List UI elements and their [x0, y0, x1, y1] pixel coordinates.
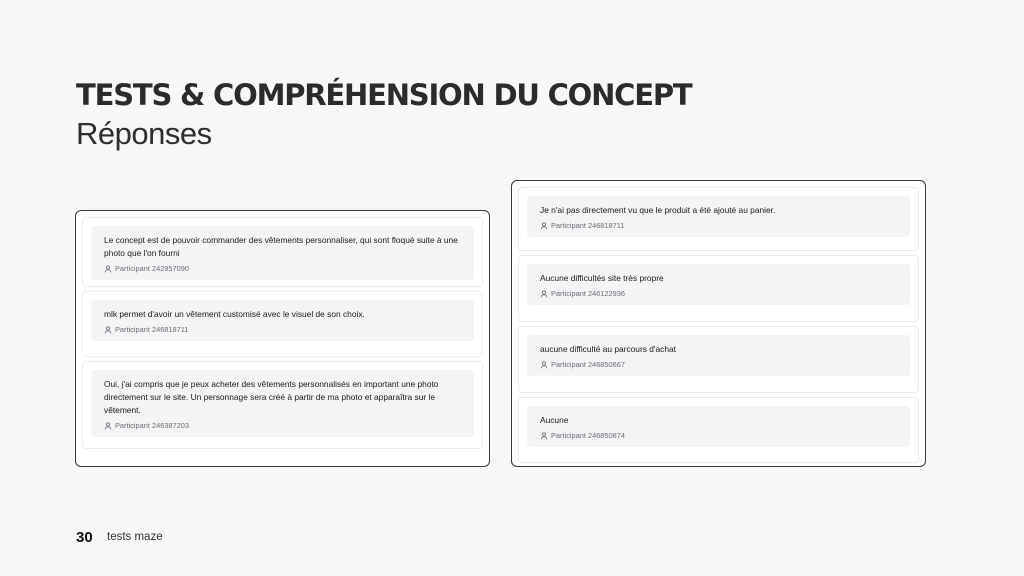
participant-meta — [540, 289, 897, 298]
responses-panel-left — [75, 210, 490, 467]
participant-meta — [540, 360, 897, 369]
response-text: Oui, j'ai compris que je peux acheter des vêtements personnalisés en important une photo directement sur le site. Un personnage sera créé à partir de ma photo et apparaîtra sur le vêtement. — [104, 379, 439, 415]
page-number: 30 — [76, 529, 93, 546]
response-card — [82, 291, 483, 357]
user-icon — [104, 326, 112, 334]
user-icon — [540, 222, 548, 230]
slide-subtitle: Réponses — [76, 116, 212, 151]
response-card — [518, 397, 919, 463]
user-icon — [540, 290, 548, 298]
participant-meta — [540, 431, 897, 440]
response-card — [82, 217, 483, 287]
participant-meta — [104, 325, 461, 334]
response-text: mlk permet d'avoir un vêtement customisé avec le visuel de son choix. — [104, 309, 365, 319]
participant-id: Participant 246850667 — [551, 360, 625, 369]
response-card-body — [527, 335, 910, 376]
response-card — [518, 187, 919, 251]
user-icon — [104, 265, 112, 273]
participant-id: Participant 246818711 — [115, 325, 189, 334]
response-text: Aucune difficultés site très propre — [540, 273, 664, 283]
response-text: Aucune — [540, 415, 569, 425]
response-card-body — [91, 300, 474, 341]
participant-meta — [104, 421, 461, 430]
response-card-body — [527, 406, 910, 447]
response-card — [518, 255, 919, 322]
response-card-body — [91, 370, 474, 437]
response-text: Le concept est de pouvoir commander des vêtements personnaliser, qui sont floqué suite à une photo que l'on fourni — [104, 235, 458, 258]
participant-meta — [540, 221, 897, 230]
response-card — [82, 361, 483, 449]
response-card-body — [527, 196, 910, 237]
participant-meta — [104, 264, 461, 273]
user-icon — [540, 361, 548, 369]
participant-id: Participant 246387203 — [115, 421, 189, 430]
footer-label: tests maze — [107, 531, 163, 543]
user-icon — [104, 422, 112, 430]
slide-title: TESTS & COMPRÉHENSION DU CONCEPT — [76, 78, 692, 112]
user-icon — [540, 432, 548, 440]
participant-id: Participant 246850874 — [551, 431, 625, 440]
response-text: Je n'ai pas directement vu que le produit a été ajouté au panier. — [540, 205, 776, 215]
participant-id: Participant 246818711 — [551, 221, 625, 230]
response-card-body — [527, 264, 910, 305]
response-text: aucune difficulté au parcours d'achat — [540, 344, 676, 354]
participant-id: Participant 246122936 — [551, 289, 625, 298]
participant-id: Participant 242957090 — [115, 264, 189, 273]
response-card — [518, 326, 919, 393]
response-card-body — [91, 226, 474, 280]
responses-panel-right — [511, 180, 926, 467]
